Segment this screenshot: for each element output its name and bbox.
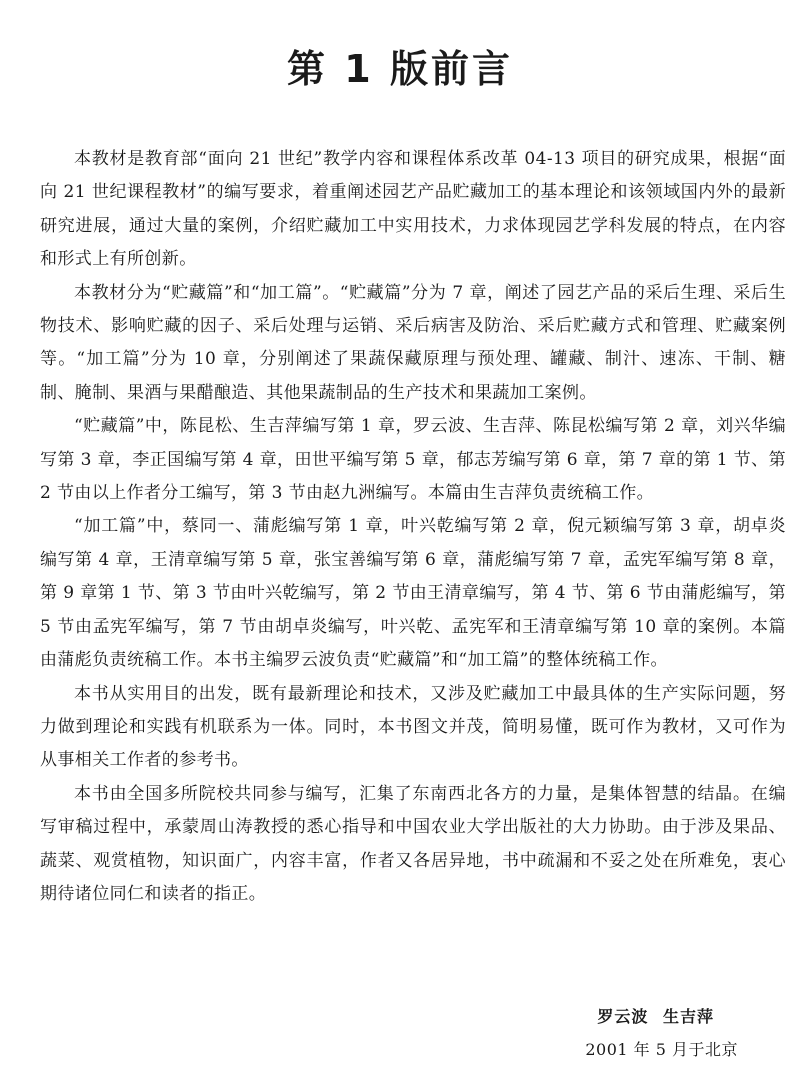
paragraph-3: “贮藏篇”中，陈昆松、生吉萍编写第 1 章，罗云波、生吉萍、陈昆松编写第 2 章，刘兴华编写第 3 章，李正国编写第 4 章，田世平编写第 5 章，郁志芳编写第 6 章，第 7 章的第 1 节、第 2 节由以上作者分工编写，第 3 节由赵九洲编写。本篇由生吉萍负责统稿工作。 <box>40 416 786 504</box>
paragraph-6: 本书由全国多所院校共同参与编写，汇集了东南西北各方的力量，是集体智慧的结晶。在编写审稿过程中，承蒙周山涛教授的悉心指导和中国农业大学出版社的大力协助。由于涉及果品、蔬菜、观赏植物，知识面广，内容丰富，作者又各居异地，书中疏漏和不妥之处在所难免，衷心期待诸位同仁和读者的指正。 <box>40 783 786 904</box>
preface-body <box>40 143 786 911</box>
paragraph-5: 本书从实用目的出发，既有最新理论和技术，又涉及贮藏加工中最具体的生产实际问题，努力做到理论和实践有机联系为一体。同时，本书图文并茂，简明易懂，既可作为教材，又可作为从事相关工作者的参考书。 <box>40 683 786 771</box>
signature-date: 2001 年 5 月于北京 <box>585 1040 738 1059</box>
paragraph-1: 本教材是教育部“面向 21 世纪”教学内容和课程体系改革 04-13 项目的研究成果，根据“面向 21 世纪课程教材”的编写要求，着重阐述园艺产品贮藏加工的基本理论和该领域国内外的最新研究进展，通过大量的案例，介绍贮藏加工中实用技术，力求体现园艺学科发展的特点，在内容和形式上有所创新。 <box>40 149 786 270</box>
signature-block <box>585 1000 738 1066</box>
page-title: 第 1 版前言 <box>287 47 513 92</box>
signature-authors: 罗云波 生吉萍 <box>597 1007 714 1026</box>
paragraph-2: 本教材分为“贮藏篇”和“加工篇”。“贮藏篇”分为 7 章，阐述了园艺产品的采后生理、采后生物技术、影响贮藏的因子、采后处理与运销、采后病害及防治、采后贮藏方式和管理、贮藏案例等。“加工篇”分为 10 章，分别阐述了果蔬保藏原理与预处理、罐藏、制汁、速冻、干制、糖制、腌制、果酒与果醋酿造、其他果蔬制品的生产技术和果蔬加工案例。 <box>40 282 786 403</box>
paragraph-4: “加工篇”中，蔡同一、蒲彪编写第 1 章，叶兴乾编写第 2 章，倪元颖编写第 3 章，胡卓炎编写第 4 章，王清章编写第 5 章，张宝善编写第 6 章，蒲彪编写第 7 章，孟宪军编写第 8 章，第 9 章第 1 节、第 3 节由叶兴乾编写，第 2 节由王清章编写，第 4 节、第 6 节由蒲彪编写，第 5 节由孟宪军编写，第 7 节由胡卓炎编写，叶兴乾、孟宪军和王清章编写第 10 章的案例。本篇由蒲彪负责统稿工作。本书主编罗云波负责“贮藏篇”和“加工篇”的整体统稿工作。 <box>40 516 786 671</box>
